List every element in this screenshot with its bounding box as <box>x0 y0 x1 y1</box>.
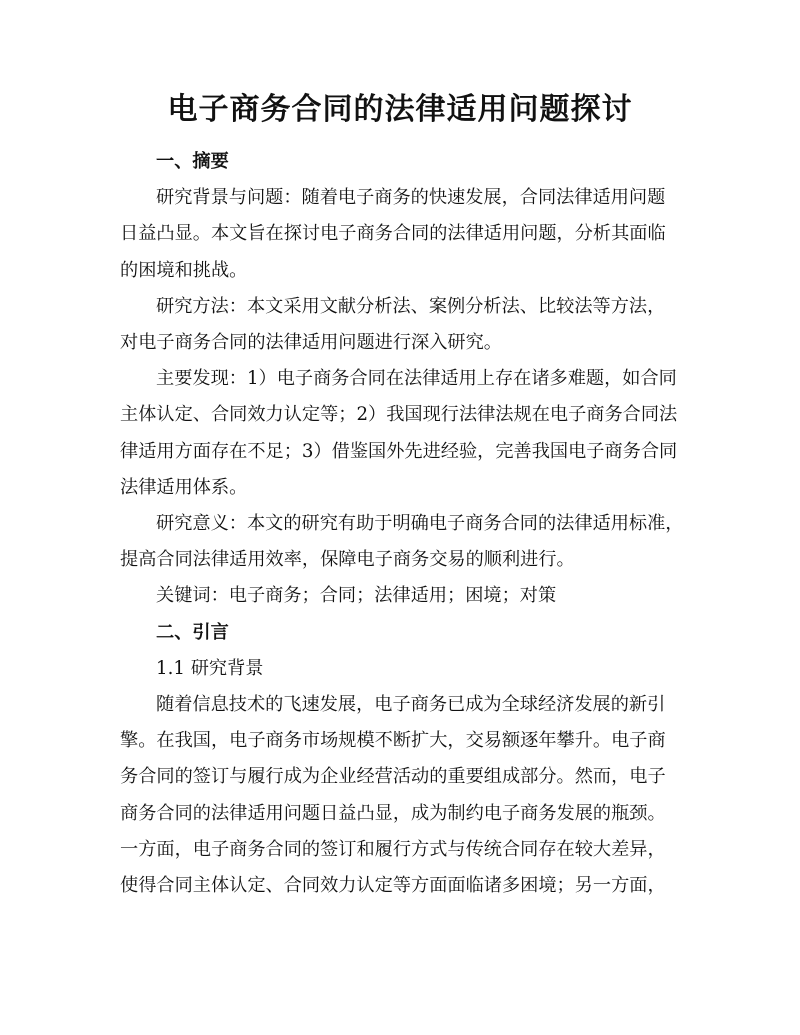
paragraph-line: 主要发现：1）电子商务合同在法律适用上存在诸多难题，如合同 <box>156 368 677 390</box>
paragraph-line: 研究方法：本文采用文献分析法、案例分析法、比较法等方法， <box>156 295 666 317</box>
paragraph-research-background <box>120 180 680 289</box>
subsection-heading-research-background: 1.1 研究背景 <box>156 657 264 679</box>
paragraph-line: 使得合同主体认定、合同效力认定等方面面临诸多困境；另一方面， <box>120 875 666 897</box>
paragraph-line: 商务合同的法律适用问题日益凸显，成为制约电子商务发展的瓶颈。 <box>120 802 666 824</box>
section-heading-abstract: 一、摘要 <box>156 151 229 172</box>
paragraph-research-significance <box>120 506 684 578</box>
paragraph-research-method <box>120 289 680 361</box>
paragraph-background-body <box>120 687 680 904</box>
paragraph-line: 主体认定、合同效力认定等；2）我国现行法律法规在电子商务合同法 <box>120 404 678 426</box>
section-heading-introduction: 二、引言 <box>156 621 229 643</box>
document-title: 电子商务合同的法律适用问题探讨 <box>167 92 633 127</box>
paragraph-line: 擎。在我国，电子商务市场规模不断扩大，交易额逐年攀升。电子商 <box>120 730 666 752</box>
keywords-line: 关键词：电子商务；合同；法律适用；困境；对策 <box>156 585 557 607</box>
paragraph-main-findings <box>120 361 680 506</box>
paragraph-line: 对电子商务合同的法律适用问题进行深入研究。 <box>120 332 502 354</box>
paragraph-line: 日益凸显。本文旨在探讨电子商务合同的法律适用问题，分析其面临 <box>120 223 666 245</box>
paragraph-line: 研究背景与问题：随着电子商务的快速发展，合同法律适用问题 <box>156 187 666 209</box>
paragraph-line: 务合同的签订与履行成为企业经营活动的重要组成部分。然而，电子 <box>120 766 666 788</box>
paragraph-line: 的困境和挑战。 <box>120 259 248 281</box>
paragraph-line: 提高合同法律适用效率，保障电子商务交易的顺利进行。 <box>120 549 575 571</box>
paragraph-line: 研究意义：本文的研究有助于明确电子商务合同的法律适用标准， <box>156 513 684 535</box>
paragraph-line: 律适用方面存在不足；3）借鉴国外先进经验，完善我国电子商务合同 <box>120 440 678 462</box>
document-body <box>120 144 684 904</box>
paragraph-line: 随着信息技术的飞速发展，电子商务已成为全球经济发展的新引 <box>156 694 666 716</box>
paragraph-line: 一方面，电子商务合同的签订和履行方式与传统合同存在较大差异， <box>120 838 666 860</box>
paragraph-line: 法律适用体系。 <box>120 476 248 498</box>
